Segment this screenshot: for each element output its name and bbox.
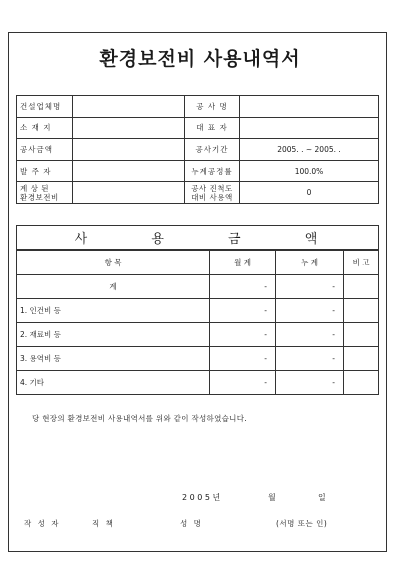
row-total[interactable]: -	[276, 347, 344, 371]
amount-label: 공사금액	[17, 139, 73, 161]
table-row	[17, 323, 379, 347]
project-value[interactable]	[240, 96, 379, 118]
progress-label: 누계공정률	[185, 160, 240, 182]
row-total[interactable]: -	[276, 275, 344, 299]
row-note[interactable]	[344, 347, 379, 371]
company-value[interactable]	[73, 96, 185, 118]
row-note[interactable]	[344, 275, 379, 299]
col-note-header: 비 고	[344, 251, 379, 275]
budget-value[interactable]	[73, 182, 185, 204]
usage-heading-table	[16, 225, 379, 250]
statement-text: 당 현장의 환경보전비 사용내역서를 위와 같이 작성하였습니다.	[32, 414, 247, 423]
period-label: 공사기간	[185, 139, 240, 161]
row-total[interactable]: -	[276, 371, 344, 395]
col-total-header: 누 계	[276, 251, 344, 275]
writer-label: 작 성 자	[24, 519, 61, 528]
info-row	[17, 160, 379, 182]
sign-label: (서명 또는 인)	[276, 519, 328, 528]
rep-value[interactable]	[240, 117, 379, 139]
location-label: 소 재 지	[17, 117, 73, 139]
budget-label-line: 계 상 된	[20, 183, 50, 193]
info-row	[17, 139, 379, 161]
table-row	[17, 275, 379, 299]
row-item: 3. 용역비 등	[17, 347, 210, 371]
row-month[interactable]: -	[210, 371, 276, 395]
progress-value[interactable]: 100.0%	[240, 160, 379, 182]
budget-label-line: 환경보전비	[20, 192, 59, 202]
usage-header-row	[17, 251, 379, 275]
row-note[interactable]	[344, 371, 379, 395]
info-row	[17, 96, 379, 118]
col-item-header: 항 목	[17, 251, 210, 275]
ratio-label	[185, 182, 240, 204]
row-item: 4. 기타	[17, 371, 210, 395]
company-label: 건설업체명	[17, 96, 73, 118]
table-row	[17, 371, 379, 395]
date-month: 월	[268, 493, 276, 502]
row-total[interactable]: -	[276, 299, 344, 323]
amount-value[interactable]	[73, 139, 185, 161]
period-value[interactable]: 2005. . ~ 2005. .	[240, 139, 379, 161]
row-item: 1. 인건비 등	[17, 299, 210, 323]
table-row	[17, 347, 379, 371]
row-month[interactable]: -	[210, 323, 276, 347]
info-row	[17, 182, 379, 204]
name-label: 성 명	[180, 519, 203, 528]
date-day: 일	[318, 493, 326, 502]
project-label: 공 사 명	[185, 96, 240, 118]
date-year: 2 0 0 5 년	[182, 493, 221, 502]
ratio-label-line: 대비 사용액	[191, 192, 233, 202]
row-month[interactable]: -	[210, 299, 276, 323]
row-note[interactable]	[344, 323, 379, 347]
client-label: 발 주 자	[17, 160, 73, 182]
usage-heading: 사 용 금 액	[17, 226, 379, 250]
ratio-value[interactable]: 0	[240, 182, 379, 204]
position-label: 직 책	[92, 519, 115, 528]
usage-heading-row	[17, 226, 379, 250]
table-row	[17, 299, 379, 323]
row-month[interactable]: -	[210, 347, 276, 371]
row-note[interactable]	[344, 299, 379, 323]
rep-label: 대 표 자	[185, 117, 240, 139]
ratio-label-line: 공사 진척도	[191, 183, 233, 193]
row-item: 2. 재료비 등	[17, 323, 210, 347]
info-row	[17, 117, 379, 139]
budget-label	[17, 182, 73, 204]
document-title: 환경보전비 사용내역서	[99, 48, 301, 70]
usage-table	[16, 250, 379, 395]
row-month[interactable]: -	[210, 275, 276, 299]
col-month-header: 월 계	[210, 251, 276, 275]
location-value[interactable]	[73, 117, 185, 139]
client-value[interactable]	[73, 160, 185, 182]
info-table	[16, 95, 379, 204]
row-total[interactable]: -	[276, 323, 344, 347]
row-item: 계	[17, 275, 210, 299]
